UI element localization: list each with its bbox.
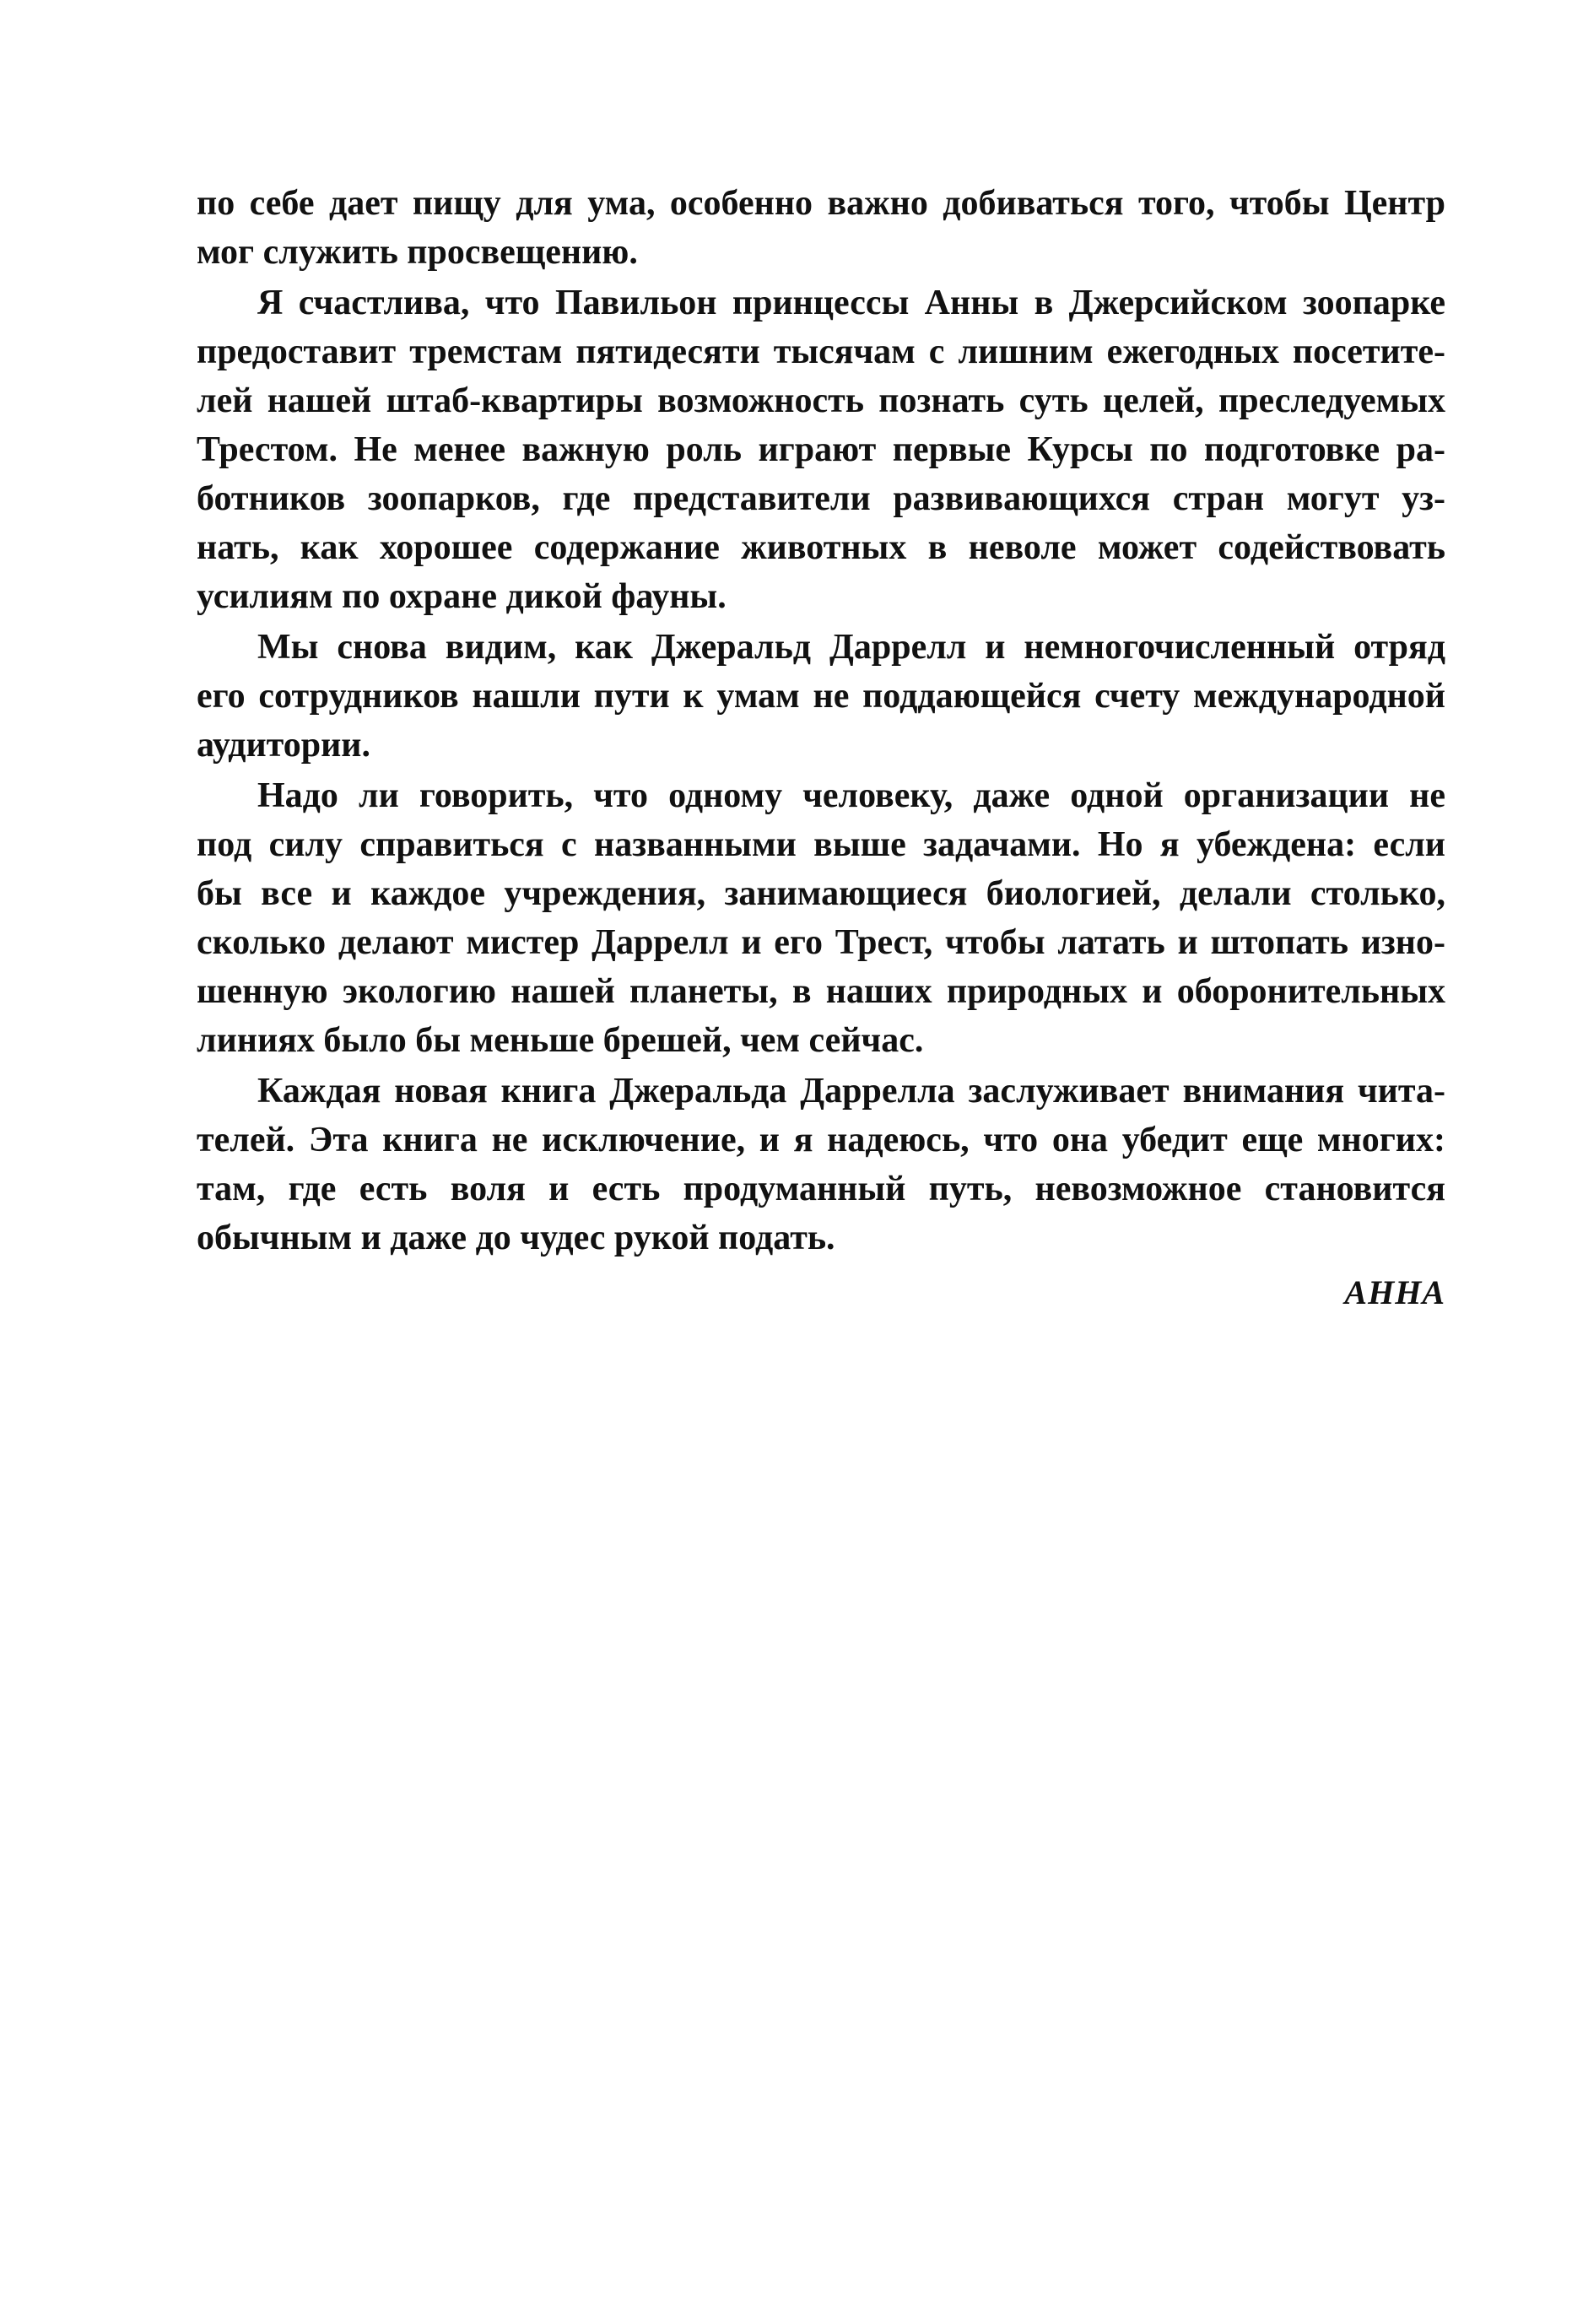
text-line: предоставит тремстам пятидесяти тысячам с лишним ежегодных посетите- bbox=[197, 332, 1445, 371]
text-line: Я счастлива, что Павильон принцессы Анны в Джерсийском зоопарке bbox=[257, 284, 1445, 322]
text-line: Надо ли говорить, что одному человеку, даже одной организации не bbox=[257, 776, 1445, 815]
text-line: Мы снова видим, как Джеральд Даррелл и немногочисленный отряд bbox=[257, 628, 1445, 667]
signature: АННА bbox=[1344, 1273, 1445, 1311]
text-line: по себе дает пищу для ума, особенно важно добиваться того, чтобы Центр bbox=[197, 184, 1445, 223]
text-line: усилиям по охране дикой фауны. bbox=[197, 577, 727, 616]
body-text bbox=[197, 179, 1445, 1262]
text-line: телей. Эта книга не исключение, и я надеюсь, что она убедит еще многих: bbox=[197, 1121, 1445, 1159]
text-line: Трестом. Не менее важную роль играют первые Курсы по подготовке ра- bbox=[197, 430, 1445, 469]
text-line: лей нашей штаб-квартиры возможность познать суть целей, преследуемых bbox=[197, 381, 1445, 420]
text-line: бы все и каждое учреждения, занимающиеся биологией, делали столько, bbox=[197, 874, 1445, 913]
text-line: сколько делают мистер Даррелл и его Трест, чтобы латать и штопать изно- bbox=[197, 923, 1445, 962]
text-line: обычным и даже до чудес рукой подать. bbox=[197, 1219, 835, 1257]
text-line: его сотрудников нашли пути к умам не поддающейся счету международной bbox=[197, 677, 1445, 716]
text-line: нать, как хорошее содержание животных в неволе может содействовать bbox=[197, 528, 1445, 567]
text-line: линиях было бы меньше брешей, чем сейчас. bbox=[197, 1021, 924, 1060]
text-line: Каждая новая книга Джеральда Даррелла заслуживает внимания чита- bbox=[257, 1072, 1445, 1111]
text-line: шенную экологию нашей планеты, в наших природных и оборонительных bbox=[197, 972, 1445, 1011]
text-line: там, где есть воля и есть продуманный путь, невозможное становится bbox=[197, 1170, 1445, 1208]
text-line: ботников зоопарков, где представители развивающихся стран могут уз- bbox=[197, 479, 1445, 518]
text-line: под силу справиться с названными выше задачами. Но я убеждена: если bbox=[197, 825, 1445, 864]
text-line: аудитории. bbox=[197, 726, 371, 765]
text-line: мог служить просвещению. bbox=[197, 233, 638, 272]
